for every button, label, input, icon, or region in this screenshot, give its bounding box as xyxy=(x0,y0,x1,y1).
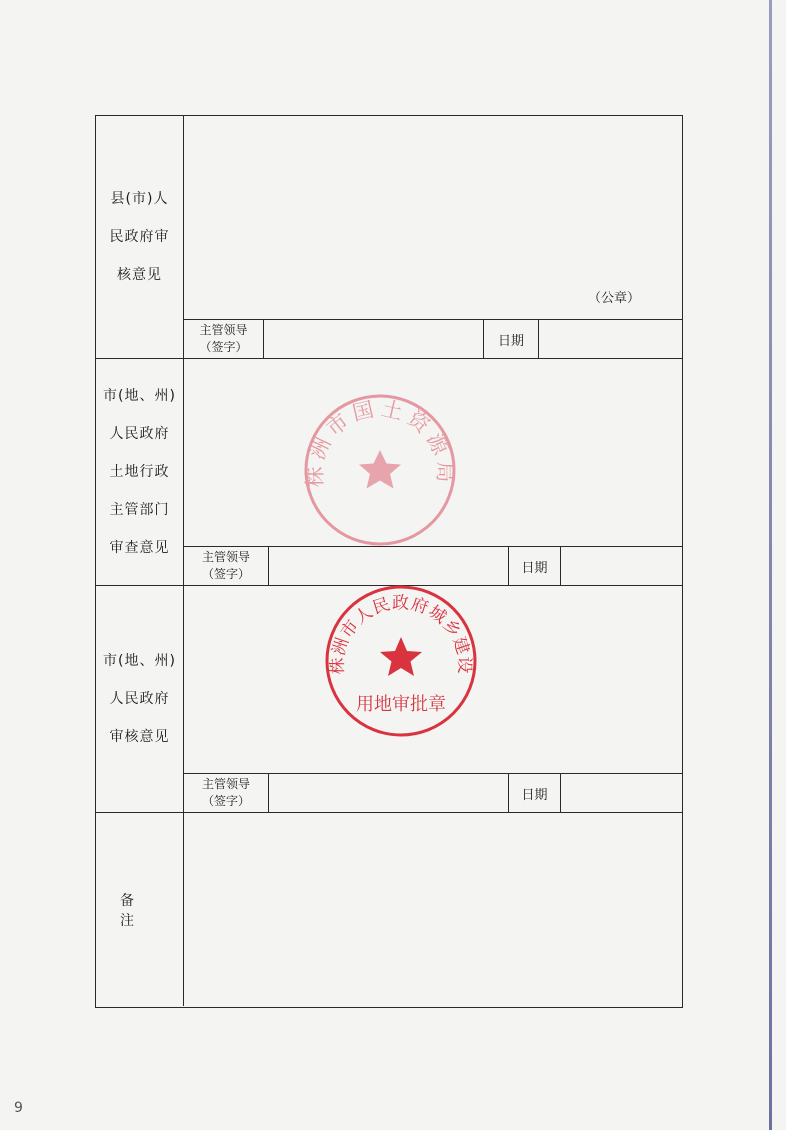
label-line: 市(地、州) xyxy=(103,388,176,404)
leader-sign-field[interactable] xyxy=(264,320,484,358)
section-remarks xyxy=(96,812,682,1006)
label-line: 市(地、州) xyxy=(103,653,176,669)
leader-sign-label: 主管领导 （签字） xyxy=(184,320,264,358)
official-seal-note: （公章） xyxy=(587,291,640,306)
seal-text: 株洲市国土资源局 xyxy=(302,396,458,488)
signature-row xyxy=(184,546,682,585)
signature-row xyxy=(184,319,682,358)
label-line: 民政府审 xyxy=(109,229,170,245)
page-edge xyxy=(769,0,772,1130)
star-icon xyxy=(359,450,401,489)
seal-text-top: 株洲市人民政府城乡建设 xyxy=(327,593,475,675)
remarks-area[interactable] xyxy=(184,813,682,1006)
label-line: 审查意见 xyxy=(109,540,170,556)
city-approval-seal xyxy=(322,582,480,740)
date-field[interactable] xyxy=(561,547,682,585)
leader-sign-label: 主管领导 （签字） xyxy=(184,547,269,585)
leader-sign-field[interactable] xyxy=(269,774,509,812)
land-bureau-seal xyxy=(300,390,460,550)
signature-row xyxy=(184,773,682,812)
date-field[interactable] xyxy=(561,774,682,812)
leader-sign-field[interactable] xyxy=(269,547,509,585)
label-line: 人民政府 xyxy=(109,426,170,442)
section-label xyxy=(96,359,184,585)
section-label xyxy=(96,116,184,358)
label-line: 人民政府 xyxy=(109,691,170,707)
remarks-label: 备注 xyxy=(120,892,158,929)
leader-sign-label: 主管领导 （签字） xyxy=(184,774,269,812)
date-label: 日期 xyxy=(509,547,561,585)
star-icon xyxy=(380,637,422,676)
section-label xyxy=(96,813,184,1006)
date-field[interactable] xyxy=(539,320,682,358)
date-label: 日期 xyxy=(484,320,539,358)
label-line: 审核意见 xyxy=(109,729,170,745)
margin-mark: 9 xyxy=(14,1100,23,1116)
date-label: 日期 xyxy=(509,774,561,812)
label-line: 县(市)人 xyxy=(110,191,169,207)
seal-text-bottom: 用地审批章 xyxy=(356,694,446,715)
review-form xyxy=(95,115,683,1008)
section-label xyxy=(96,586,184,812)
label-line: 主管部门 xyxy=(109,502,170,518)
label-line: 土地行政 xyxy=(109,464,170,480)
section-county-review xyxy=(96,116,682,358)
opinion-area[interactable] xyxy=(184,116,682,358)
label-line: 核意见 xyxy=(117,267,162,283)
